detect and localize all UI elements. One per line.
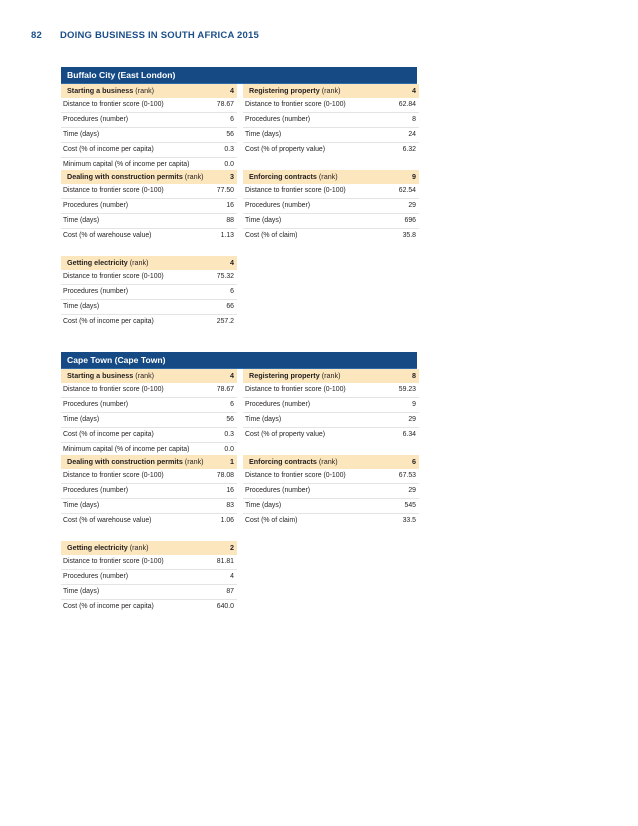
row-value: 0.0 <box>224 446 234 453</box>
row-label: Distance to frontier score (0-100) <box>63 101 164 108</box>
row-value: 0.0 <box>224 161 234 168</box>
table-row <box>61 184 237 199</box>
row-label: Distance to frontier score (0-100) <box>63 187 164 194</box>
table-row <box>243 484 419 499</box>
indicator-block <box>61 84 417 184</box>
table-row <box>61 270 237 285</box>
row-label: Distance to frontier score (0-100) <box>63 273 164 280</box>
indicator-header <box>61 256 237 270</box>
indicator-block <box>61 455 417 555</box>
row-value: 4 <box>230 573 234 580</box>
indicator-header <box>243 84 419 98</box>
table-row <box>61 484 237 499</box>
row-label: Minimum capital (% of income per capita) <box>63 161 190 168</box>
table-row <box>61 555 237 570</box>
table-row <box>61 214 237 229</box>
row-label: Cost (% of claim) <box>245 517 298 524</box>
indicator-header <box>243 455 419 469</box>
row-value: 67.53 <box>398 472 416 479</box>
row-value: 75.32 <box>216 273 234 280</box>
row-label: Procedures (number) <box>245 202 311 209</box>
row-label: Procedures (number) <box>63 573 129 580</box>
row-value: 9 <box>412 401 416 408</box>
row-value: 6.34 <box>402 431 416 438</box>
table-row <box>243 98 419 113</box>
row-value: 77.50 <box>216 187 234 194</box>
indicator-name <box>249 84 340 98</box>
table-row <box>61 199 237 214</box>
indicator-rank-label: (rank) <box>316 457 338 466</box>
row-label: Time (days) <box>63 131 100 138</box>
table-row <box>61 113 237 128</box>
indicator-rank-label: (rank) <box>133 371 155 380</box>
row-value: 78.67 <box>216 101 234 108</box>
table-row <box>243 514 419 528</box>
indicator-title: Dealing with construction permits <box>67 457 183 466</box>
indicator-title: Registering property <box>249 371 320 380</box>
row-label: Distance to frontier score (0-100) <box>245 187 346 194</box>
row-label: Distance to frontier score (0-100) <box>63 558 164 565</box>
indicator-rank-label: (rank) <box>127 258 149 267</box>
row-label: Cost (% of income per capita) <box>63 318 154 325</box>
table-row <box>61 499 237 514</box>
table-row <box>243 199 419 214</box>
table-row <box>61 413 237 428</box>
table-row <box>243 128 419 143</box>
page-number: 82 <box>31 30 42 41</box>
table-row <box>61 428 237 443</box>
row-label: Procedures (number) <box>63 202 129 209</box>
indicator-table <box>243 170 419 243</box>
indicator-rank: 8 <box>412 371 416 380</box>
row-label: Cost (% of income per capita) <box>63 431 154 438</box>
table-row <box>243 383 419 398</box>
row-label: Procedures (number) <box>245 116 311 123</box>
indicator-rank: 1 <box>230 457 234 466</box>
row-label: Cost (% of claim) <box>245 232 298 239</box>
indicator-rank: 4 <box>412 86 416 95</box>
table-row <box>243 229 419 243</box>
table-row <box>243 469 419 484</box>
row-value: 6 <box>230 288 234 295</box>
row-label: Time (days) <box>245 502 282 509</box>
city-title: Buffalo City (East London) <box>61 67 417 84</box>
indicator-name <box>249 170 338 184</box>
row-label: Cost (% of property value) <box>245 146 326 153</box>
indicator-name <box>249 455 338 469</box>
city-section <box>61 67 417 325</box>
row-label: Minimum capital (% of income per capita) <box>63 446 190 453</box>
row-value: 88 <box>226 217 234 224</box>
row-value: 6.32 <box>402 146 416 153</box>
indicator-title: Enforcing contracts <box>249 457 317 466</box>
indicator-rank-label: (rank) <box>182 172 204 181</box>
row-value: 16 <box>226 487 234 494</box>
row-value: 29 <box>408 202 416 209</box>
row-label: Cost (% of warehouse value) <box>63 517 152 524</box>
row-value: 6 <box>230 401 234 408</box>
indicator-title: Dealing with construction permits <box>67 172 183 181</box>
row-value: 24 <box>408 131 416 138</box>
indicator-table <box>243 84 419 157</box>
indicator-block <box>61 170 417 270</box>
indicator-rank: 2 <box>230 543 234 552</box>
indicator-header <box>61 541 237 555</box>
indicator-table <box>61 256 237 329</box>
indicator-title: Enforcing contracts <box>249 172 317 181</box>
row-label: Procedures (number) <box>63 116 129 123</box>
row-label: Time (days) <box>245 131 282 138</box>
table-row <box>243 113 419 128</box>
table-row <box>243 143 419 157</box>
table-row <box>243 214 419 229</box>
table-row <box>61 585 237 600</box>
indicator-header <box>61 170 237 184</box>
table-row <box>61 570 237 585</box>
row-label: Time (days) <box>63 502 100 509</box>
indicator-title: Getting electricity <box>67 258 128 267</box>
indicator-title: Starting a business <box>67 86 134 95</box>
row-label: Time (days) <box>245 217 282 224</box>
indicator-table <box>61 170 237 243</box>
row-label: Time (days) <box>63 217 100 224</box>
indicator-rank-label: (rank) <box>127 543 149 552</box>
row-label: Time (days) <box>63 588 100 595</box>
row-value: 33.5 <box>402 517 416 524</box>
table-row <box>61 315 237 329</box>
row-value: 640.0 <box>216 603 234 610</box>
row-label: Distance to frontier score (0-100) <box>245 101 346 108</box>
row-value: 87 <box>226 588 234 595</box>
table-row <box>61 469 237 484</box>
row-label: Cost (% of income per capita) <box>63 603 154 610</box>
table-row <box>61 98 237 113</box>
table-row <box>61 285 237 300</box>
row-value: 35.8 <box>402 232 416 239</box>
table-row <box>243 398 419 413</box>
indicator-header <box>61 369 237 383</box>
indicator-rank-label: (rank) <box>319 371 341 380</box>
indicator-block <box>61 256 417 356</box>
indicator-name <box>249 369 340 383</box>
indicator-rank: 4 <box>230 86 234 95</box>
row-value: 1.13 <box>220 232 234 239</box>
indicator-rank-label: (rank) <box>133 86 155 95</box>
row-label: Distance to frontier score (0-100) <box>245 386 346 393</box>
city-title: Cape Town (Cape Town) <box>61 352 417 369</box>
table-row <box>243 499 419 514</box>
table-row <box>243 413 419 428</box>
table-row <box>243 184 419 199</box>
indicator-table <box>243 369 419 442</box>
table-row <box>61 300 237 315</box>
table-row <box>61 383 237 398</box>
indicator-name <box>67 170 204 184</box>
row-label: Procedures (number) <box>245 401 311 408</box>
indicator-rank: 9 <box>412 172 416 181</box>
row-value: 56 <box>226 416 234 423</box>
row-value: 8 <box>412 116 416 123</box>
row-label: Distance to frontier score (0-100) <box>245 472 346 479</box>
row-label: Time (days) <box>245 416 282 423</box>
row-value: 29 <box>408 487 416 494</box>
row-value: 0.3 <box>224 146 234 153</box>
row-label: Time (days) <box>63 416 100 423</box>
indicator-rank-label: (rank) <box>182 457 204 466</box>
row-value: 83 <box>226 502 234 509</box>
row-value: 78.08 <box>216 472 234 479</box>
row-value: 545 <box>404 502 416 509</box>
row-value: 6 <box>230 116 234 123</box>
indicator-header <box>61 84 237 98</box>
row-label: Procedures (number) <box>63 487 129 494</box>
row-value: 78.67 <box>216 386 234 393</box>
indicator-header <box>243 170 419 184</box>
table-row <box>61 143 237 158</box>
indicator-title: Getting electricity <box>67 543 128 552</box>
table-row <box>61 600 237 614</box>
row-value: 81.81 <box>216 558 234 565</box>
indicator-rank-label: (rank) <box>316 172 338 181</box>
indicator-name <box>67 84 154 98</box>
row-value: 696 <box>404 217 416 224</box>
indicator-rank: 4 <box>230 371 234 380</box>
publication-title: DOING BUSINESS IN SOUTH AFRICA 2015 <box>59 30 259 41</box>
indicator-block <box>61 369 417 469</box>
indicator-rank-label: (rank) <box>319 86 341 95</box>
indicator-table <box>61 84 237 172</box>
indicator-name <box>67 455 204 469</box>
city-section <box>61 352 417 610</box>
table-row <box>61 514 237 528</box>
table-row <box>243 428 419 442</box>
indicator-rank: 6 <box>412 457 416 466</box>
row-value: 16 <box>226 202 234 209</box>
indicator-table <box>61 369 237 457</box>
row-label: Procedures (number) <box>63 288 129 295</box>
row-label: Time (days) <box>63 303 100 310</box>
row-value: 56 <box>226 131 234 138</box>
indicator-block <box>61 541 417 641</box>
indicator-table <box>61 541 237 614</box>
row-value: 0.3 <box>224 431 234 438</box>
row-label: Cost (% of income per capita) <box>63 146 154 153</box>
indicator-name <box>67 256 149 270</box>
row-value: 1.06 <box>220 517 234 524</box>
indicator-table <box>61 455 237 528</box>
row-label: Distance to frontier score (0-100) <box>63 472 164 479</box>
row-label: Distance to frontier score (0-100) <box>63 386 164 393</box>
indicator-title: Starting a business <box>67 371 134 380</box>
row-label: Procedures (number) <box>245 487 311 494</box>
row-value: 62.84 <box>398 101 416 108</box>
table-row <box>61 229 237 243</box>
row-value: 29 <box>408 416 416 423</box>
indicator-table <box>243 455 419 528</box>
row-value: 59.23 <box>398 386 416 393</box>
row-value: 257.2 <box>216 318 234 325</box>
table-row <box>61 128 237 143</box>
table-row <box>61 398 237 413</box>
indicator-name <box>67 369 154 383</box>
indicator-header <box>61 455 237 469</box>
indicator-title: Registering property <box>249 86 320 95</box>
row-label: Cost (% of property value) <box>245 431 326 438</box>
row-value: 66 <box>226 303 234 310</box>
indicator-rank: 3 <box>230 172 234 181</box>
indicator-header <box>243 369 419 383</box>
page-header <box>31 30 259 44</box>
row-label: Procedures (number) <box>63 401 129 408</box>
row-label: Cost (% of warehouse value) <box>63 232 152 239</box>
indicator-rank: 4 <box>230 258 234 267</box>
indicator-name <box>67 541 149 555</box>
row-value: 62.54 <box>398 187 416 194</box>
